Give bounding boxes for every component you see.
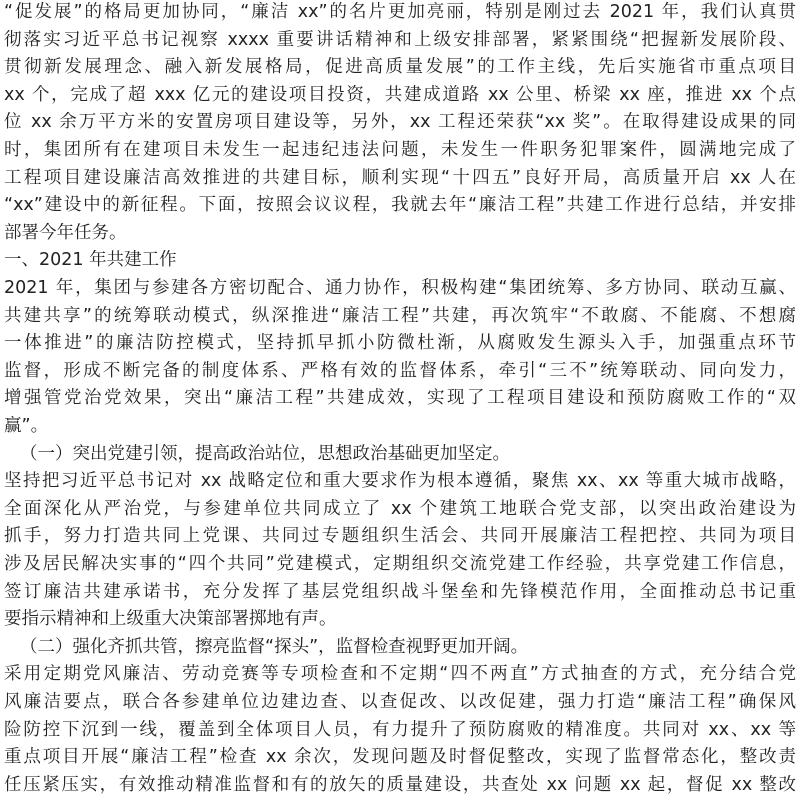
paragraph-line: 增强管党治党效果，突出“廉洁工程”共建成效，实现了工程项目建设和预防腐败工作的“双 — [4, 388, 796, 409]
paragraph-line: 要指示精神和上级重大决策部署掷地有声。 — [4, 609, 337, 630]
paragraph-line: 位 xx 余万平方米的安置房项目建设等，另外，xx 工程还荣获“xx 奖”。在取得建设成果的同 — [4, 112, 796, 133]
paragraph-line: 任压紧压实，有效推动精准监督和有的放矢的质量建设，共查处 xx 问题 xx 起，督促 xx 整改 — [4, 774, 796, 795]
paragraph-line: 工程项目建设廉洁高效推进的共建目标，顺利实现“十四五”良好开局，高质量开启 xx 人在 — [4, 167, 796, 188]
paragraph-line: 时，集团所有在建项目未发生一起违纪违法问题，未发生一件职务犯罪案件，圆满地完成了 — [4, 140, 796, 160]
paragraph-line: 采用定期党风廉洁、劳动竞赛等专项检查和不定期“四不两直”方式抽查的方式，充分结合党 — [4, 664, 796, 685]
paragraph-line: “xx”建设中的新征程。下面，按照会议议程，我就去年“廉洁工程”共建工作进行总结，并安排 — [4, 195, 796, 216]
subsection-heading: （一）突出党建引领，提高政治站位，思想政治基础更加坚定。 — [20, 443, 510, 464]
paragraph-line: 抓手，努力打造共同上党课、共同过专题组织生活会、共同开展廉洁工程把控、共同为项目 — [4, 526, 796, 547]
paragraph-line: 贯彻新发展理念、融入新发展格局，促进高质量发展”的工作主线，先后实施省市重点项目 — [4, 57, 796, 78]
paragraph-line: 监督，形成不断完备的制度体系、严格有效的监督体系，牵引“三不”统筹联动、同向发力， — [4, 360, 796, 381]
paragraph-line: 坚持把习近平总书记对 xx 战略定位和重大要求作为根本遵循，聚焦 xx、xx 等重大城市战略， — [4, 471, 796, 492]
paragraph-line: 赢”。 — [4, 416, 49, 436]
paragraph-line: 彻落实习近平总书记视察 xxxx 重要讲话精神和上级安排部署，紧紧围绕“把握新发展阶段、 — [4, 29, 796, 50]
paragraph-line: 签订廉洁共建承诺书，充分发挥了基层党组织战斗堡垒和先锋模范作用，全面推动总书记重 — [4, 581, 796, 602]
paragraph-line: 一体推进”的廉洁防控模式，坚持抓早抓小防微杜渐，从腐败发生源头入手，加强重点环节 — [4, 333, 796, 354]
paragraph-line: 重点项目开展“廉洁工程”检查 xx 余次，发现问题及时督促整改，实现了监督常态化，整改责 — [4, 747, 796, 768]
paragraph-line: 共建共享”的统筹联动模式，纵深推进“廉洁工程”共建，再次筑牢“不敢腐、不能腐、不想腐 — [4, 305, 796, 326]
paragraph-line: 部署今年任务。 — [4, 222, 127, 243]
paragraph-line: xx 个，完成了超 xxx 亿元的建设项目投资，共建成道路 xx 公里、桥梁 xx 座，推进 xx 个点 — [4, 84, 796, 105]
paragraph-line: 2021 年，集团与参建各方密切配合、通力协作，积极构建“集团统筹、多方协同、联动互赢、 — [4, 278, 796, 298]
section-heading: 一、2021 年共建工作 — [4, 250, 177, 271]
paragraph-line: 风廉洁要点，联合各参建单位边建边查、以查促改、以改促建，强力打造“廉洁工程”确保风 — [4, 692, 796, 712]
paragraph-line: 全面深化从严治党，与参建单位共同成立了 xx 个建筑工地联合党支部，以突出政治建设为 — [4, 498, 796, 519]
paragraph-line: “促发展”的格局更加协同，“廉洁 xx”的名片更加亮丽，特别是刚过去 2021 年，我们认真贯 — [4, 2, 796, 22]
subsection-heading: （二）强化齐抓共管，擦亮监督“探头”，监督检查视野更加开阔。 — [20, 636, 529, 657]
paragraph-line: 险防控下沉到一线，覆盖到全体项目人员，有力提升了预防腐败的精准度。共同对 xx、xx 等 — [4, 719, 796, 740]
paragraph-line: 涉及居民解决实事的“四个共同”党建模式，定期组织交流党建工作经验，共享党建工作信息， — [4, 554, 796, 574]
